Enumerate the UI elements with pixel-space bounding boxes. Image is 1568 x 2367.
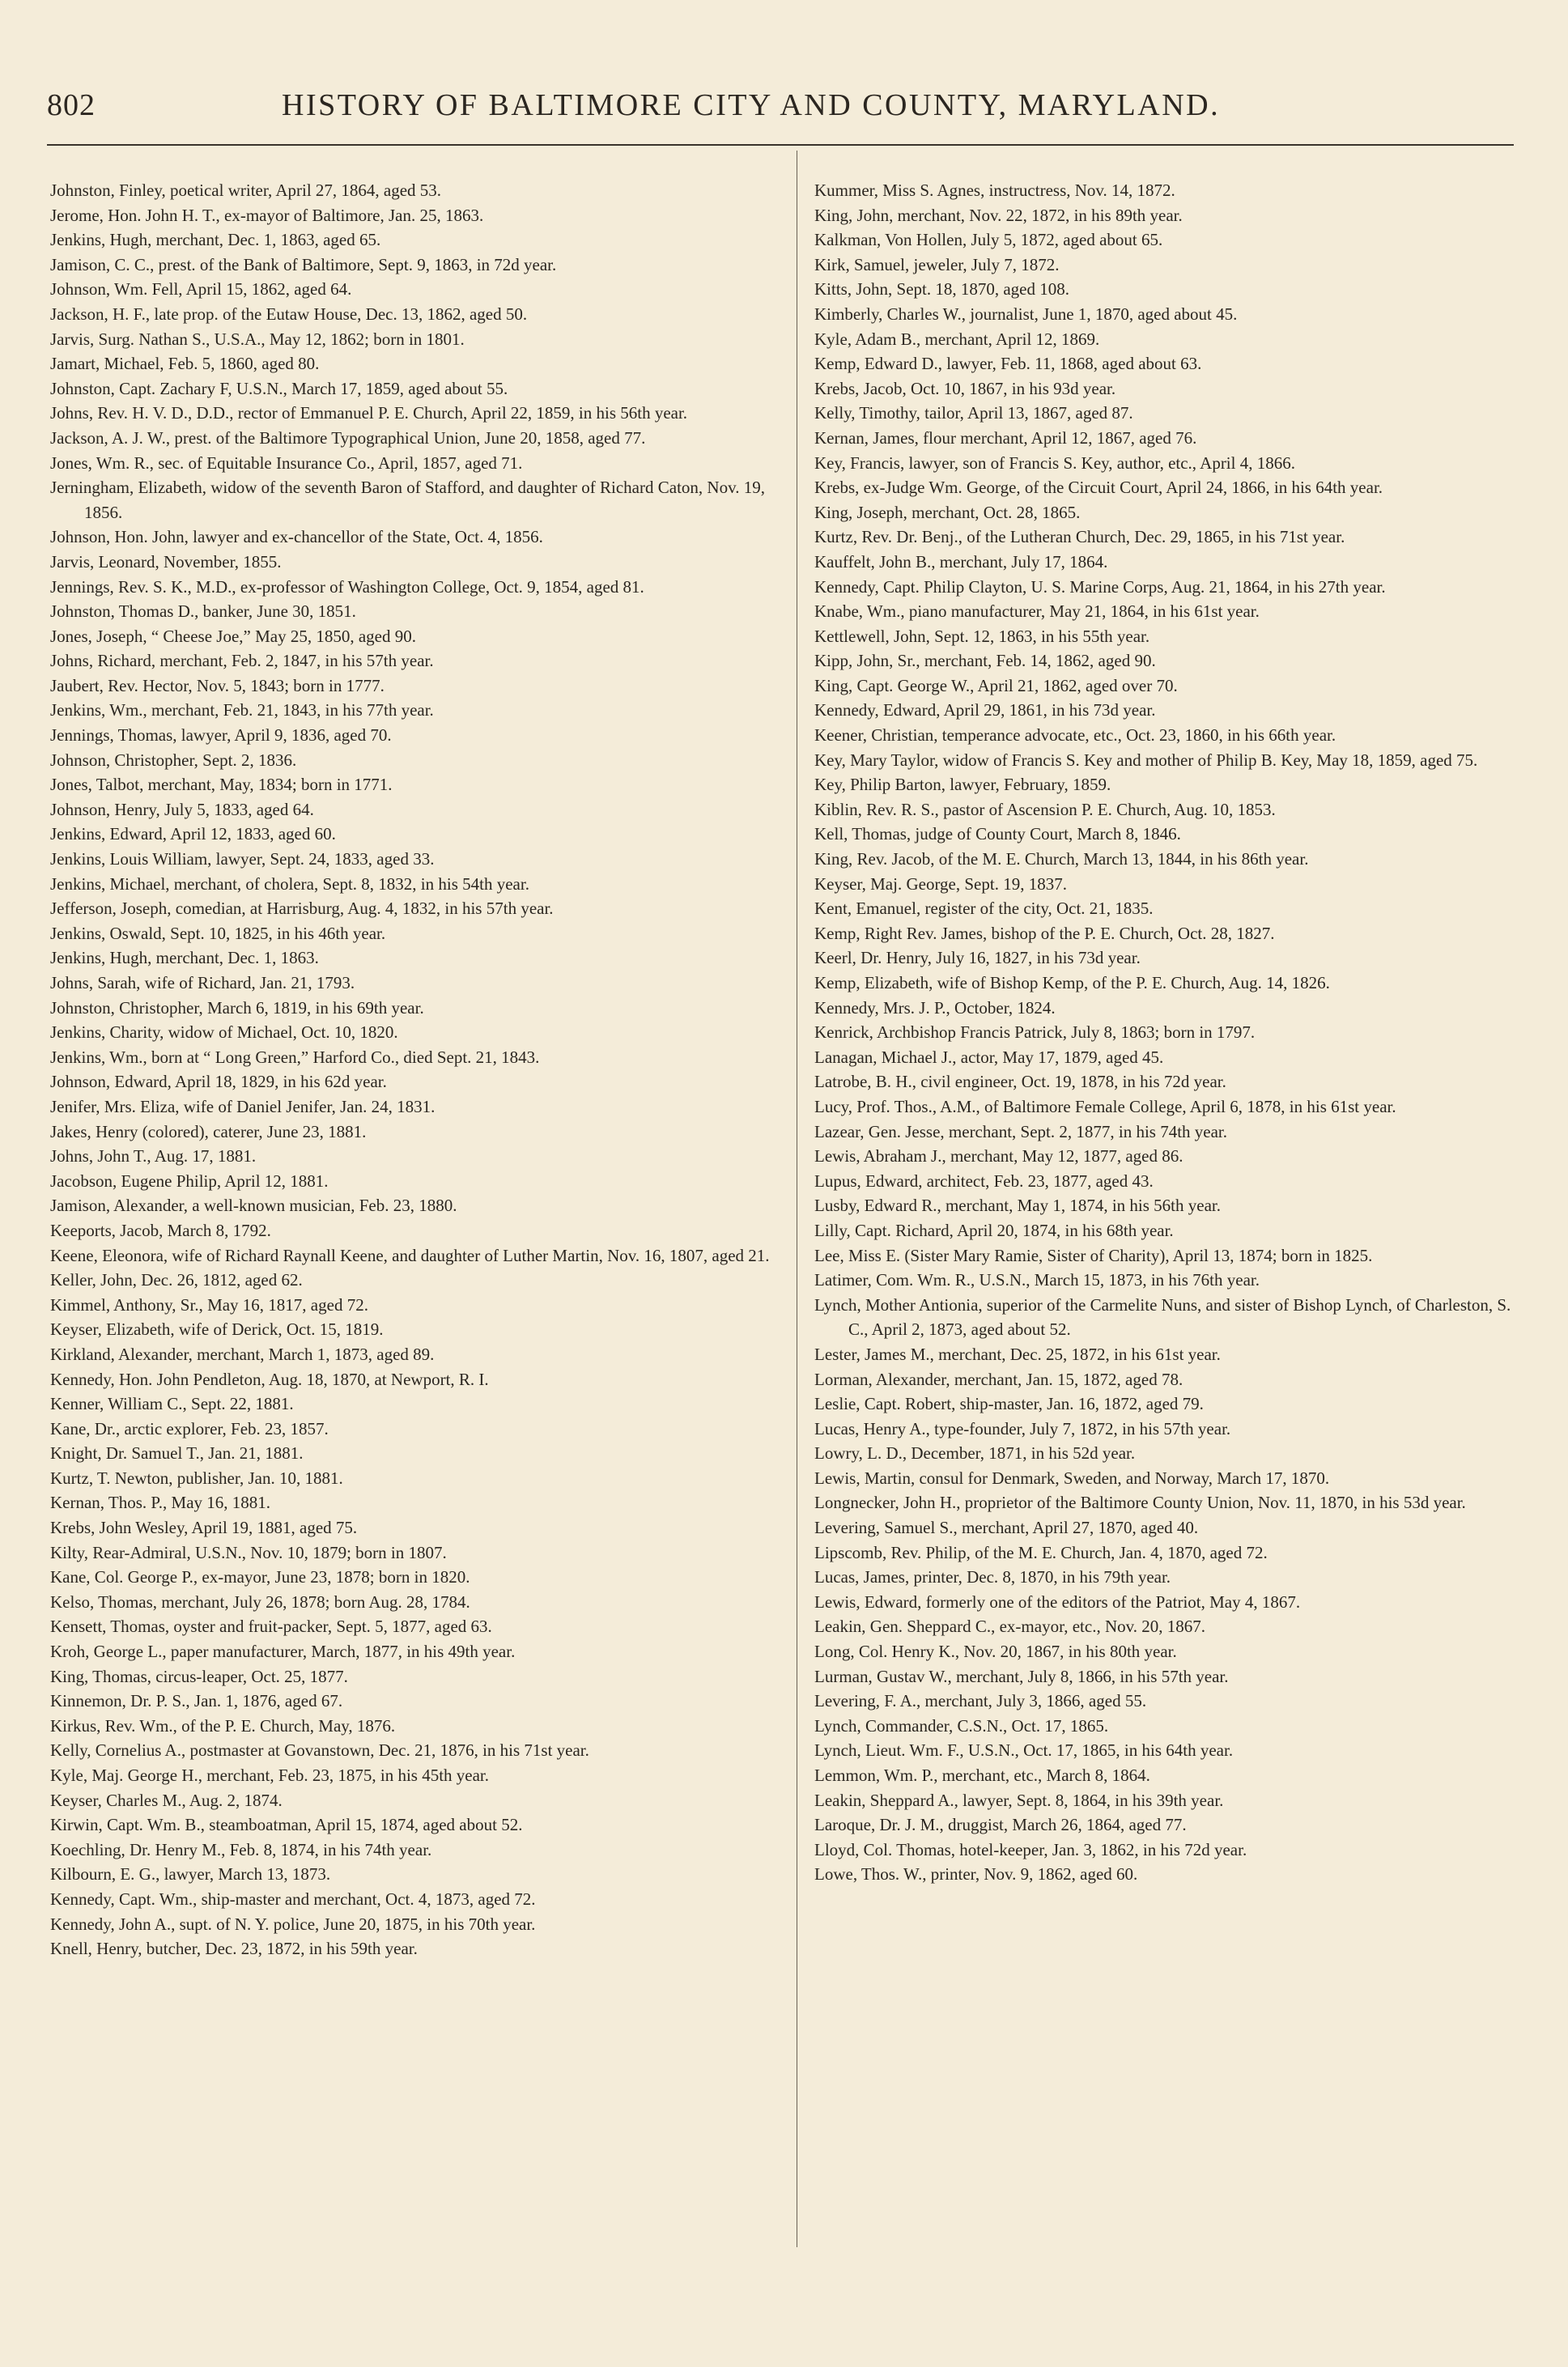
obituary-entry: Lowry, L. D., December, 1871, in his 52d year.	[814, 1443, 1136, 1464]
obituary-entry: Johnson, Henry, July 5, 1833, aged 64.	[50, 799, 314, 819]
obituary-entry: Keyser, Charles M., Aug. 2, 1874.	[50, 1790, 283, 1810]
obituary-entry: Krebs, Jacob, Oct. 10, 1867, in his 93d year.	[814, 378, 1116, 398]
obituary-entry: Jenkins, Oswald, Sept. 10, 1825, in his 46th year.	[50, 923, 386, 943]
obituary-entry: Lemmon, Wm. P., merchant, etc., March 8, 1864.	[814, 1766, 1150, 1785]
obituary-entry: Knabe, Wm., piano manufacturer, May 21, 1864, in his 61st year.	[814, 601, 1260, 622]
obituary-entry: Jamison, Alexander, a well-known musician, Feb. 23, 1880.	[50, 1196, 457, 1216]
obituary-entry: Kettlewell, John, Sept. 12, 1863, in his 55th year.	[814, 626, 1150, 646]
obituary-entry: Long, Col. Henry K., Nov. 20, 1867, in his 80th year.	[814, 1642, 1177, 1662]
page-header	[47, 87, 1504, 136]
obituary-entry: Kurtz, Rev. Dr. Benj., of the Lutheran Church, Dec. 29, 1865, in his 71st year.	[814, 527, 1345, 547]
obituary-entry: King, Joseph, merchant, Oct. 28, 1865.	[814, 502, 1081, 522]
obituary-entry: Kirwin, Capt. Wm. B., steamboatman, April 15, 1874, aged about 52.	[50, 1815, 523, 1835]
obituary-entry: Johnston, Finley, poetical writer, April 27, 1864, aged 53.	[50, 181, 442, 200]
obituary-entry: Kane, Dr., arctic explorer, Feb. 23, 1857.	[50, 1418, 329, 1438]
obituary-entry: Jackson, H. F., late prop. of the Eutaw House, Dec. 13, 1862, aged 50.	[50, 304, 528, 324]
obituary-entry: Kitts, John, Sept. 18, 1870, aged 108.	[814, 279, 1069, 300]
obituary-entry: Lee, Miss E. (Sister Mary Ramie, Sister of Charity), April 13, 1874; born in 1825.	[814, 1245, 1373, 1265]
obituary-entry: Jarvis, Surg. Nathan S., U.S.A., May 12, 1862; born in 1801.	[50, 329, 465, 349]
obituary-entry: Lewis, Abraham J., merchant, May 12, 1877, aged 86.	[814, 1146, 1183, 1167]
obituary-entry: Jenifer, Mrs. Eliza, wife of Daniel Jenifer, Jan. 24, 1831.	[50, 1096, 436, 1116]
obituary-entry: Kirkland, Alexander, merchant, March 1, 1873, aged 89.	[50, 1344, 435, 1364]
obituary-entry: Jenkins, Hugh, merchant, Dec. 1, 1863, aged 65.	[50, 230, 381, 250]
obituary-entry: Jenkins, Wm., merchant, Feb. 21, 1843, in his 77th year.	[50, 700, 434, 720]
obituary-entry: Kemp, Edward D., lawyer, Feb. 11, 1868, aged about 63.	[814, 354, 1202, 374]
obituary-entry: Krebs, ex-Judge Wm. George, of the Circuit Court, April 24, 1866, in his 64th year.	[814, 478, 1383, 498]
obituary-entry: Keene, Eleonora, wife of Richard Raynall Keene, and daughter of Luther Martin, Nov. 16, 1807, aged 21.	[50, 1245, 770, 1265]
obituary-entry: Levering, Samuel S., merchant, April 27, 1870, aged 40.	[814, 1518, 1199, 1538]
obituary-entry: Johnson, Edward, April 18, 1829, in his 62d year.	[50, 1072, 387, 1092]
obituary-entry: Kiblin, Rev. R. S., pastor of Ascension P. E. Church, Aug. 10, 1853.	[814, 799, 1276, 819]
obituary-entry: Lloyd, Col. Thomas, hotel-keeper, Jan. 3, 1862, in his 72d year.	[814, 1839, 1247, 1859]
obituary-entry: Levering, F. A., merchant, July 3, 1866, aged 55.	[814, 1691, 1147, 1711]
obituary-entry: Lynch, Lieut. Wm. F., U.S.N., Oct. 17, 1865, in his 64th year.	[814, 1740, 1234, 1761]
obituary-entry: Jerome, Hon. John H. T., ex-mayor of Baltimore, Jan. 25, 1863.	[50, 205, 484, 225]
obituary-entry: Leslie, Capt. Robert, ship-master, Jan. 16, 1872, aged 79.	[814, 1394, 1204, 1414]
obituary-entry: Kennedy, Edward, April 29, 1861, in his 73d year.	[814, 700, 1156, 720]
obituary-entry: Johnson, Christopher, Sept. 2, 1836.	[50, 750, 297, 770]
obituary-entry: Lurman, Gustav W., merchant, July 8, 1866, in his 57th year.	[814, 1666, 1229, 1686]
obituary-entry: Jamison, C. C., prest. of the Bank of Baltimore, Sept. 9, 1863, in 72d year.	[50, 254, 557, 274]
right-column	[814, 178, 1519, 1887]
obituary-entry: Johns, John T., Aug. 17, 1881.	[50, 1146, 257, 1167]
obituary-entry: Johns, Richard, merchant, Feb. 2, 1847, in his 57th year.	[50, 651, 434, 671]
obituary-entry: King, Capt. George W., April 21, 1862, aged over 70.	[814, 675, 1178, 695]
obituary-entry: Lusby, Edward R., merchant, May 1, 1874, in his 56th year.	[814, 1196, 1221, 1216]
obituary-entry: Jakes, Henry (colored), caterer, June 23, 1881.	[50, 1121, 367, 1141]
obituary-entry: Kinnemon, Dr. P. S., Jan. 1, 1876, aged 67.	[50, 1691, 343, 1711]
obituary-entry: Kennedy, Capt. Philip Clayton, U. S. Marine Corps, Aug. 21, 1864, in his 27th year.	[814, 576, 1386, 597]
obituary-entry: Latrobe, B. H., civil engineer, Oct. 19, 1878, in his 72d year.	[814, 1072, 1226, 1092]
obituary-entry: Johnston, Christopher, March 6, 1819, in his 69th year.	[50, 997, 424, 1018]
obituary-entry: Kummer, Miss S. Agnes, instructress, Nov. 14, 1872.	[814, 181, 1175, 200]
obituary-entry: Lewis, Edward, formerly one of the editors of the Patriot, May 4, 1867.	[814, 1591, 1301, 1612]
obituary-entry: Kennedy, Capt. Wm., ship-master and merchant, Oct. 4, 1873, aged 72.	[50, 1889, 536, 1909]
obituary-entry: Kalkman, Von Hollen, July 5, 1872, aged about 65.	[814, 230, 1163, 250]
obituary-entry: Latimer, Com. Wm. R., U.S.N., March 15, 1873, in his 76th year.	[814, 1270, 1260, 1290]
obituary-entry: Knell, Henry, butcher, Dec. 23, 1872, in his 59th year.	[50, 1939, 418, 1959]
obituary-entry: Kurtz, T. Newton, publisher, Jan. 10, 1881.	[50, 1468, 343, 1488]
obituary-entry: Jenkins, Charity, widow of Michael, Oct. 10, 1820.	[50, 1022, 398, 1043]
obituary-entry: Kelly, Cornelius A., postmaster at Govanstown, Dec. 21, 1876, in his 71st year.	[50, 1740, 589, 1761]
obituary-entry: Kenner, William C., Sept. 22, 1881.	[50, 1394, 294, 1414]
obituary-entry: Kennedy, John A., supt. of N. Y. police, June 20, 1875, in his 70th year.	[50, 1914, 536, 1934]
obituary-entry: Leakin, Gen. Sheppard C., ex-mayor, etc., Nov. 20, 1867.	[814, 1617, 1206, 1637]
obituary-entry: Jenkins, Hugh, merchant, Dec. 1, 1863.	[50, 948, 319, 968]
obituary-entry: Keeports, Jacob, March 8, 1792.	[50, 1220, 271, 1240]
obituary-entry: Leakin, Sheppard A., lawyer, Sept. 8, 1864, in his 39th year.	[814, 1790, 1224, 1810]
obituary-entry: Lynch, Mother Antionia, superior of the Carmelite Nuns, and sister of Bishop Lynch, of Charleston, S. C., April 2, 1873, aged about 52.	[814, 1294, 1511, 1340]
obituary-entry: Johnston, Thomas D., banker, June 30, 1851.	[50, 601, 356, 622]
obituary-entry: Jones, Wm. R., sec. of Equitable Insurance Co., April, 1857, aged 71.	[50, 453, 523, 473]
obituary-entry: Kenrick, Archbishop Francis Patrick, July 8, 1863; born in 1797.	[814, 1022, 1256, 1043]
obituary-entry: Kennedy, Mrs. J. P., October, 1824.	[814, 997, 1056, 1018]
obituary-entry: Kirkus, Rev. Wm., of the P. E. Church, May, 1876.	[50, 1715, 396, 1736]
obituary-entry: Kroh, George L., paper manufacturer, March, 1877, in his 49th year.	[50, 1642, 516, 1662]
obituary-entry: Keerl, Dr. Henry, July 16, 1827, in his 73d year.	[814, 948, 1141, 968]
obituary-entry: Lucas, Henry A., type-founder, July 7, 1872, in his 57th year.	[814, 1418, 1231, 1438]
obituary-entry: Kyle, Adam B., merchant, April 12, 1869.	[814, 329, 1100, 349]
obituary-entry: Jaubert, Rev. Hector, Nov. 5, 1843; born in 1777.	[50, 675, 385, 695]
obituary-entry: Lester, James M., merchant, Dec. 25, 1872, in his 61st year.	[814, 1344, 1221, 1364]
obituary-entry: Keller, John, Dec. 26, 1812, aged 62.	[50, 1270, 303, 1290]
obituary-entry: Keyser, Maj. George, Sept. 19, 1837.	[814, 873, 1067, 894]
obituary-entry: Kensett, Thomas, oyster and fruit-packer, Sept. 5, 1877, aged 63.	[50, 1617, 492, 1637]
obituary-entry: Kipp, John, Sr., merchant, Feb. 14, 1862, aged 90.	[814, 651, 1156, 671]
obituary-entry: Kauffelt, John B., merchant, July 17, 1864.	[814, 551, 1108, 572]
obituary-entry: Lowe, Thos. W., printer, Nov. 9, 1862, aged 60.	[814, 1864, 1138, 1885]
obituary-entry: King, Thomas, circus-leaper, Oct. 25, 1877.	[50, 1666, 348, 1686]
obituary-entry: Lanagan, Michael J., actor, May 17, 1879, aged 45.	[814, 1047, 1164, 1067]
obituary-entry: Lucas, James, printer, Dec. 8, 1870, in his 79th year.	[814, 1567, 1171, 1587]
obituary-entry: Kimmel, Anthony, Sr., May 16, 1817, aged 72.	[50, 1294, 368, 1315]
obituary-entry: Jacobson, Eugene Philip, April 12, 1881.	[50, 1171, 329, 1191]
obituary-entry: Lupus, Edward, architect, Feb. 23, 1877, aged 43.	[814, 1171, 1154, 1191]
obituary-entry: Lewis, Martin, consul for Denmark, Sweden, and Norway, March 17, 1870.	[814, 1468, 1330, 1488]
obituary-entry: Jones, Joseph, “ Cheese Joe,” May 25, 1850, aged 90.	[50, 626, 416, 646]
obituary-entry: Keener, Christian, temperance advocate, etc., Oct. 23, 1860, in his 66th year.	[814, 725, 1336, 746]
obituary-entry: Keyser, Elizabeth, wife of Derick, Oct. 15, 1819.	[50, 1319, 384, 1340]
obituary-entry: Kernan, Thos. P., May 16, 1881.	[50, 1493, 271, 1513]
obituary-entry: Jerningham, Elizabeth, widow of the seventh Baron of Stafford, and daughter of Richard Caton, Nov. 19, 1856.	[50, 478, 765, 522]
obituary-entry: Laroque, Dr. J. M., druggist, March 26, 1864, aged 77.	[814, 1815, 1187, 1835]
obituary-entry: Jenkins, Edward, April 12, 1833, aged 60.	[50, 824, 336, 844]
obituary-entry: Kernan, James, flour merchant, April 12, 1867, aged 76.	[814, 427, 1197, 448]
obituary-entry: Kelly, Timothy, tailor, April 13, 1867, aged 87.	[814, 403, 1133, 423]
obituary-entry: King, Rev. Jacob, of the M. E. Church, March 13, 1844, in his 86th year.	[814, 849, 1309, 869]
obituary-entry: King, John, merchant, Nov. 22, 1872, in his 89th year.	[814, 205, 1183, 225]
obituary-entry: Lorman, Alexander, merchant, Jan. 15, 1872, aged 78.	[814, 1369, 1183, 1389]
obituary-entry: Jamart, Michael, Feb. 5, 1860, aged 80.	[50, 354, 320, 374]
obituary-entry: Johns, Sarah, wife of Richard, Jan. 21, 1793.	[50, 973, 355, 992]
obituary-entry: Jones, Talbot, merchant, May, 1834; born in 1771.	[50, 775, 393, 795]
page-number: 802	[47, 88, 96, 122]
obituary-entry: Key, Philip Barton, lawyer, February, 1859.	[814, 775, 1111, 795]
obituary-entry: Lynch, Commander, C.S.N., Oct. 17, 1865.	[814, 1715, 1109, 1736]
obituary-entry: Krebs, John Wesley, April 19, 1881, aged 75.	[50, 1518, 358, 1538]
obituary-entry: Key, Mary Taylor, widow of Francis S. Key and mother of Philip B. Key, May 18, 1859, aged 75.	[814, 750, 1478, 770]
obituary-entry: Johnston, Capt. Zachary F, U.S.N., March 17, 1859, aged about 55.	[50, 378, 508, 398]
obituary-entry: Lilly, Capt. Richard, April 20, 1874, in his 68th year.	[814, 1220, 1174, 1240]
obituary-entry: Kilty, Rear-Admiral, U.S.N., Nov. 10, 1879; born in 1807.	[50, 1542, 447, 1562]
obituary-entry: Jefferson, Joseph, comedian, at Harrisburg, Aug. 4, 1832, in his 57th year.	[50, 899, 554, 919]
obituary-entry: Kyle, Maj. George H., merchant, Feb. 23, 1875, in his 45th year.	[50, 1766, 490, 1785]
obituary-entry: Key, Francis, lawyer, son of Francis S. Key, author, etc., April 4, 1866.	[814, 453, 1295, 473]
left-column	[50, 178, 790, 1961]
obituary-entry: Kilbourn, E. G., lawyer, March 13, 1873.	[50, 1864, 331, 1885]
obituary-entry: Jenkins, Wm., born at “ Long Green,” Harford Co., died Sept. 21, 1843.	[50, 1047, 540, 1067]
obituary-entry: Kennedy, Hon. John Pendleton, Aug. 18, 1870, at Newport, R. I.	[50, 1369, 489, 1389]
obituary-entry: Jenkins, Louis William, lawyer, Sept. 24, 1833, aged 33.	[50, 849, 435, 869]
obituary-entry: Jennings, Thomas, lawyer, April 9, 1836, aged 70.	[50, 725, 392, 746]
obituary-entry: Jennings, Rev. S. K., M.D., ex-professor of Washington College, Oct. 9, 1854, aged 81.	[50, 576, 644, 597]
running-title: HISTORY OF BALTIMORE CITY AND COUNTY, MARYLAND.	[282, 88, 1221, 122]
obituary-entry: Kemp, Elizabeth, wife of Bishop Kemp, of the P. E. Church, Aug. 14, 1826.	[814, 973, 1330, 992]
obituary-entry: Koechling, Dr. Henry M., Feb. 8, 1874, in his 74th year.	[50, 1839, 432, 1859]
obituary-entry: Jenkins, Michael, merchant, of cholera, Sept. 8, 1832, in his 54th year.	[50, 873, 529, 894]
obituary-entry: Johns, Rev. H. V. D., D.D., rector of Emmanuel P. E. Church, April 22, 1859, in his 56th year.	[50, 403, 688, 423]
obituary-entry: Johnson, Wm. Fell, April 15, 1862, aged 64.	[50, 279, 352, 300]
obituary-entry: Knight, Dr. Samuel T., Jan. 21, 1881.	[50, 1443, 304, 1464]
obituary-entry: Jarvis, Leonard, November, 1855.	[50, 551, 282, 572]
obituary-entry: Kelso, Thomas, merchant, July 26, 1878; born Aug. 28, 1784.	[50, 1591, 470, 1612]
obituary-entry: Lipscomb, Rev. Philip, of the M. E. Church, Jan. 4, 1870, aged 72.	[814, 1542, 1268, 1562]
obituary-entry: Kirk, Samuel, jeweler, July 7, 1872.	[814, 254, 1060, 274]
obituary-entry: Jackson, A. J. W., prest. of the Baltimore Typographical Union, June 20, 1858, aged 77.	[50, 427, 646, 448]
obituary-entry: Kent, Emanuel, register of the city, Oct. 21, 1835.	[814, 899, 1154, 919]
obituary-entry: Kimberly, Charles W., journalist, June 1, 1870, aged about 45.	[814, 304, 1238, 324]
obituary-entry: Lazear, Gen. Jesse, merchant, Sept. 2, 1877, in his 74th year.	[814, 1121, 1228, 1141]
obituary-entry: Longnecker, John H., proprietor of the Baltimore County Union, Nov. 11, 1870, in his 53d year.	[814, 1493, 1466, 1513]
obituary-entry: Johnson, Hon. John, lawyer and ex-chancellor of the State, Oct. 4, 1856.	[50, 527, 543, 547]
header-rule	[47, 144, 1514, 146]
obituary-entry: Kell, Thomas, judge of County Court, March 8, 1846.	[814, 824, 1181, 844]
obituary-entry: Kane, Col. George P., ex-mayor, June 23, 1878; born in 1820.	[50, 1567, 470, 1587]
obituary-entry: Lucy, Prof. Thos., A.M., of Baltimore Female College, April 6, 1878, in his 61st year.	[814, 1096, 1396, 1116]
obituary-entry: Kemp, Right Rev. James, bishop of the P. E. Church, Oct. 28, 1827.	[814, 923, 1275, 943]
